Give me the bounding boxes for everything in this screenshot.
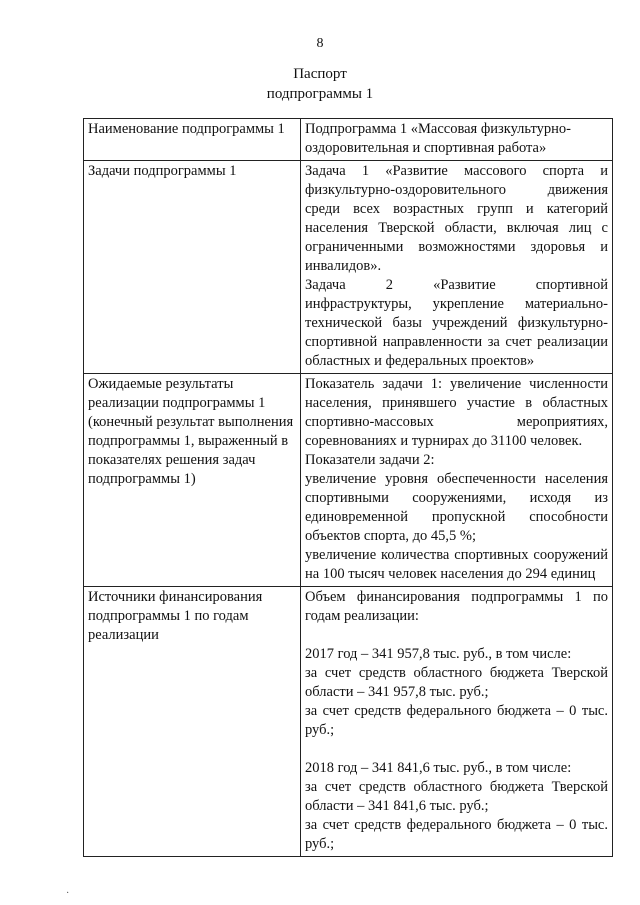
page-number: 8	[316, 36, 324, 51]
scan-speck: ·	[66, 888, 70, 899]
row-value-text: 2018 год – 341 841,6 тыс. руб., в том числе:	[305, 760, 572, 776]
table-row-tasks	[84, 161, 613, 374]
row-value-text: Подпрограмма 1 «Массовая физкультурно-оздоровительная и спортивная работа»	[305, 121, 571, 156]
row-value-text: увеличение уровня обеспеченности населения спортивными сооружениями, исходя из единовременной пропускной способности объектов спорта, до 45,5 %;	[305, 471, 608, 544]
row-value-text: Показатель задачи 1: увеличение численности населения, принявшего участие в областных спортивно-массовых мероприятиях, соревнованиях и турнирах до 31100 человек.	[305, 376, 608, 449]
row-label: Источники финансирования подпрограммы 1 по годам реализации	[88, 589, 263, 643]
row-value-text: за счет средств областного бюджета Тверской области – 341 957,8 тыс. руб.;	[305, 665, 608, 700]
table-row-results	[84, 374, 613, 587]
row-value-text: Объем финансирования подпрограммы 1 по годам реализации:	[305, 589, 608, 624]
spacer	[305, 626, 608, 645]
cell-label	[84, 374, 301, 587]
row-label: Наименование подпрограммы 1	[88, 121, 285, 137]
cell-value	[301, 161, 613, 374]
table-row-name	[84, 119, 613, 161]
title-line-1: Паспорт	[293, 66, 347, 82]
cell-value	[301, 374, 613, 587]
title-line-2: подпрограммы 1	[266, 86, 374, 102]
row-value-text: за счет средств областного бюджета Тверской области – 341 841,6 тыс. руб.;	[305, 779, 608, 814]
row-label: Ожидаемые результаты реализации подпрограммы 1 (конечный результат выполнения подпрограммы 1, выраженный в показателях решения задач подпрограммы 1)	[88, 376, 294, 487]
row-value-text: Показатели задачи 2:	[305, 452, 435, 468]
row-value-text: за счет средств федерального бюджета – 0 тыс. руб.;	[305, 703, 608, 738]
table-row-funding	[84, 587, 613, 857]
row-value-text: Задача 2 «Развитие спортивной инфраструктуры, укрепление материально-технической базы учреждений физкультурно-спортивной направленности за счет реализации областных и федеральных проектов»	[305, 277, 608, 369]
row-value-text: 2017 год – 341 957,8 тыс. руб., в том числе:	[305, 646, 572, 662]
passport-table	[83, 118, 613, 857]
row-value-text: увеличение количества спортивных сооружений на 100 тысяч человек населения до 294 единиц	[305, 547, 608, 582]
row-value-text: за счет средств федерального бюджета – 0 тыс. руб.;	[305, 817, 608, 852]
document-title	[0, 64, 640, 104]
cell-label	[84, 161, 301, 374]
spacer	[305, 740, 608, 759]
row-value-text: Задача 1 «Развитие массового спорта и физкультурно-оздоровительного движения среди всех возрастных групп и категорий населения Тверской области, включая лиц с ограниченными возможностями здоровья и инвалидов».	[305, 163, 608, 274]
cell-label	[84, 587, 301, 857]
cell-label	[84, 119, 301, 161]
cell-value	[301, 119, 613, 161]
cell-value	[301, 587, 613, 857]
row-label: Задачи подпрограммы 1	[88, 163, 237, 179]
